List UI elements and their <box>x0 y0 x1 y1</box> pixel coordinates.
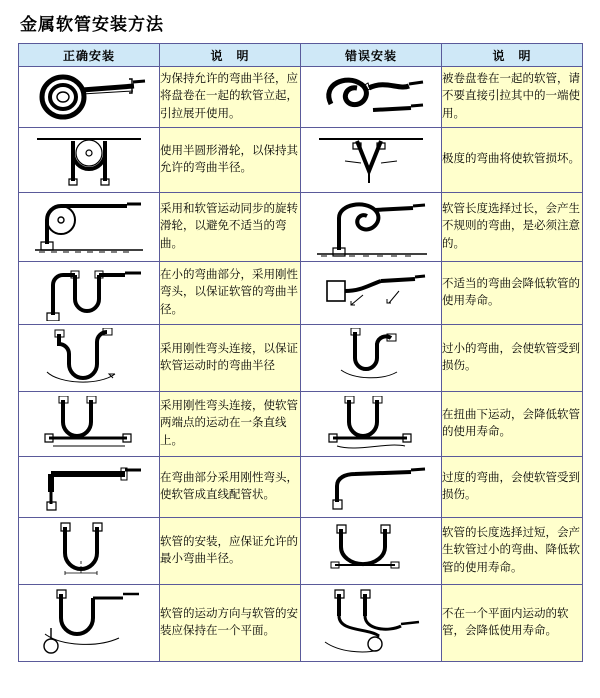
column-header-description-correct: 说 明 <box>160 44 301 67</box>
figure-cell-correct <box>19 262 160 325</box>
table-row <box>19 193 583 262</box>
description-cell-wrong: 过小的弯曲，会使软管受到损伤。 <box>442 325 583 392</box>
table-row <box>19 128 583 193</box>
table-row <box>19 325 583 392</box>
table-row <box>19 457 583 518</box>
description-cell-correct: 采用和软管运动同步的旋转滑轮，以避免不适当的弯曲。 <box>160 193 301 262</box>
minimum-bend-radius-u-loop-icon <box>29 521 149 581</box>
table-row <box>19 518 583 585</box>
figure-cell-wrong <box>301 457 442 518</box>
description-cell-wrong: 软管的长度选择过短，会产生软管过小的弯曲、降低软管的使用寿命。 <box>442 518 583 585</box>
excess-length-small-bend-icon <box>311 521 431 581</box>
description-cell-correct: 采用刚性弯头连接，使软管两端点的运动在一条直线上。 <box>160 392 301 457</box>
description-cell-correct: 软管的安装，应保证允许的最小弯曲半径。 <box>160 518 301 585</box>
motion-in-same-plane-icon <box>27 588 151 658</box>
motion-out-of-plane-icon <box>309 588 433 658</box>
description-cell-correct: 软管的运动方向与软管的安装应保持在一个平面。 <box>160 585 301 662</box>
figure-cell-wrong <box>301 392 442 457</box>
description-cell-correct: 使用半圆形滑轮，以保持其允许的弯曲半径。 <box>160 128 301 193</box>
over-bending-damage-icon <box>311 462 431 512</box>
table-row <box>19 67 583 128</box>
description-cell-correct: 在小的弯曲部分，采用刚性弯头，以保证软管的弯曲半径。 <box>160 262 301 325</box>
description-cell-wrong: 在扭曲下运动，会降低软管的使用寿命。 <box>442 392 583 457</box>
description-cell-wrong: 不在一个平面内运动的软管，会降低使用寿命。 <box>442 585 583 662</box>
figure-cell-correct <box>19 518 160 585</box>
hose-excess-length-irregular-bend-icon <box>309 196 433 258</box>
description-cell-correct: 采用刚性弯头连接，以保证软管运动时的弯曲半径 <box>160 325 301 392</box>
description-cell-correct: 在弯曲部分采用刚性弯头，使软管成直线配管状。 <box>160 457 301 518</box>
column-header-wrong-install: 错误安装 <box>301 44 442 67</box>
description-cell-wrong: 软管长度选择过长，会产生不规则的弯曲，是必须注意的。 <box>442 193 583 262</box>
hose-installation-table <box>18 43 583 662</box>
hose-sharp-v-bend-icon <box>311 131 431 189</box>
description-cell-wrong: 被卷盘卷在一起的软管，请不要直接引拉其中的一端使用。 <box>442 67 583 128</box>
description-cell-wrong: 不适当的弯曲会降低软管的使用寿命。 <box>442 262 583 325</box>
figure-cell-correct <box>19 392 160 457</box>
rigid-elbow-straight-piping-icon <box>29 462 149 512</box>
description-cell-wrong: 过度的弯曲，会使软管受到损伤。 <box>442 457 583 518</box>
figure-cell-wrong <box>301 67 442 128</box>
table-row <box>19 392 583 457</box>
page-title: 金属软管安装方法 <box>20 15 164 34</box>
figure-cell-wrong <box>301 325 442 392</box>
improper-bend-reduces-life-icon <box>311 265 431 321</box>
figure-cell-wrong <box>301 128 442 193</box>
description-cell-wrong: 极度的弯曲将使软管损坏。 <box>442 128 583 193</box>
table-header-row <box>19 44 583 67</box>
too-small-bend-radius-icon <box>311 328 431 388</box>
coiled-hose-standing-upright-icon <box>29 70 149 124</box>
column-header-correct-install: 正确安装 <box>19 44 160 67</box>
figure-cell-wrong <box>301 193 442 262</box>
figure-cell-correct <box>19 457 160 518</box>
figure-cell-correct <box>19 193 160 262</box>
figure-cell-correct <box>19 585 160 662</box>
hose-twisting-motion-icon <box>311 396 431 452</box>
description-cell-correct: 为保持允许的弯曲半径，应将盘卷在一起的软管立起，引拉展开使用。 <box>160 67 301 128</box>
rigid-elbow-connection-moving-hose-icon <box>29 328 149 388</box>
rigid-elbow-at-small-bend-icon <box>29 265 149 321</box>
figure-cell-wrong <box>301 585 442 662</box>
figure-cell-wrong <box>301 262 442 325</box>
table-row <box>19 585 583 662</box>
table-row <box>19 262 583 325</box>
rigid-elbow-both-ends-straight-line-icon <box>29 396 149 452</box>
hose-with-synchronized-rotating-sheave-icon <box>27 196 151 258</box>
figure-cell-correct <box>19 128 160 193</box>
coiled-hose-pulled-from-middle-icon <box>311 70 431 124</box>
figure-cell-correct <box>19 67 160 128</box>
figure-cell-wrong <box>301 518 442 585</box>
column-header-description-wrong: 说 明 <box>442 44 583 67</box>
figure-cell-correct <box>19 325 160 392</box>
hose-over-semicircular-sheave-icon <box>29 131 149 189</box>
